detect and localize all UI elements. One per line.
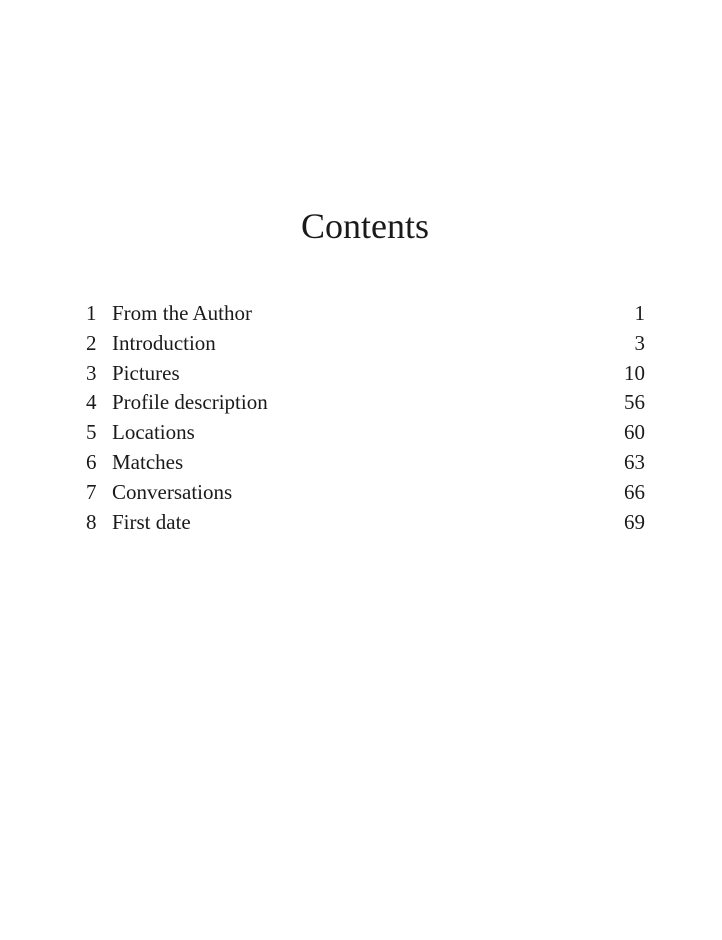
- toc-entry-label: From the Author: [112, 301, 252, 325]
- toc-entry[interactable]: [86, 418, 645, 448]
- toc-entry-page: 3: [634, 330, 645, 355]
- toc-entry-label: Conversations: [112, 479, 233, 504]
- table-of-contents: [86, 299, 645, 537]
- toc-entry-label: First date: [112, 509, 191, 534]
- toc-entry-number: 5: [86, 420, 97, 445]
- toc-entry-number: 2: [86, 330, 97, 355]
- toc-entry-page: 1: [634, 301, 645, 325]
- toc-entry[interactable]: [86, 508, 645, 538]
- toc-entry-label: Locations: [112, 420, 195, 445]
- toc-entry[interactable]: [86, 329, 645, 359]
- toc-entry-label: Pictures: [112, 360, 180, 385]
- toc-entry[interactable]: [86, 478, 645, 508]
- toc-entry-page: 56: [624, 390, 645, 415]
- toc-entry-number: 7: [86, 479, 97, 504]
- page-title: Contents: [300, 206, 429, 246]
- toc-entry-number: 3: [86, 360, 97, 385]
- toc-entry[interactable]: [86, 299, 645, 329]
- toc-entry-number: 1: [86, 301, 97, 325]
- toc-entry-number: 4: [86, 390, 97, 415]
- toc-entry[interactable]: [86, 359, 645, 389]
- toc-entry-page: 60: [624, 420, 645, 445]
- toc-entry-label: Matches: [112, 449, 184, 474]
- toc-entry-number: 6: [86, 449, 97, 474]
- toc-entry-number: 8: [86, 509, 97, 534]
- toc-entry-label: Introduction: [112, 330, 216, 355]
- toc-entry[interactable]: [86, 448, 645, 478]
- toc-entry-page: 66: [624, 479, 645, 504]
- toc-entry-page: 63: [624, 449, 645, 474]
- toc-entry-page: 69: [624, 509, 645, 534]
- toc-entry-page: 10: [624, 360, 645, 385]
- toc-entry-label: Profile description: [112, 390, 268, 415]
- toc-entry[interactable]: [86, 388, 645, 418]
